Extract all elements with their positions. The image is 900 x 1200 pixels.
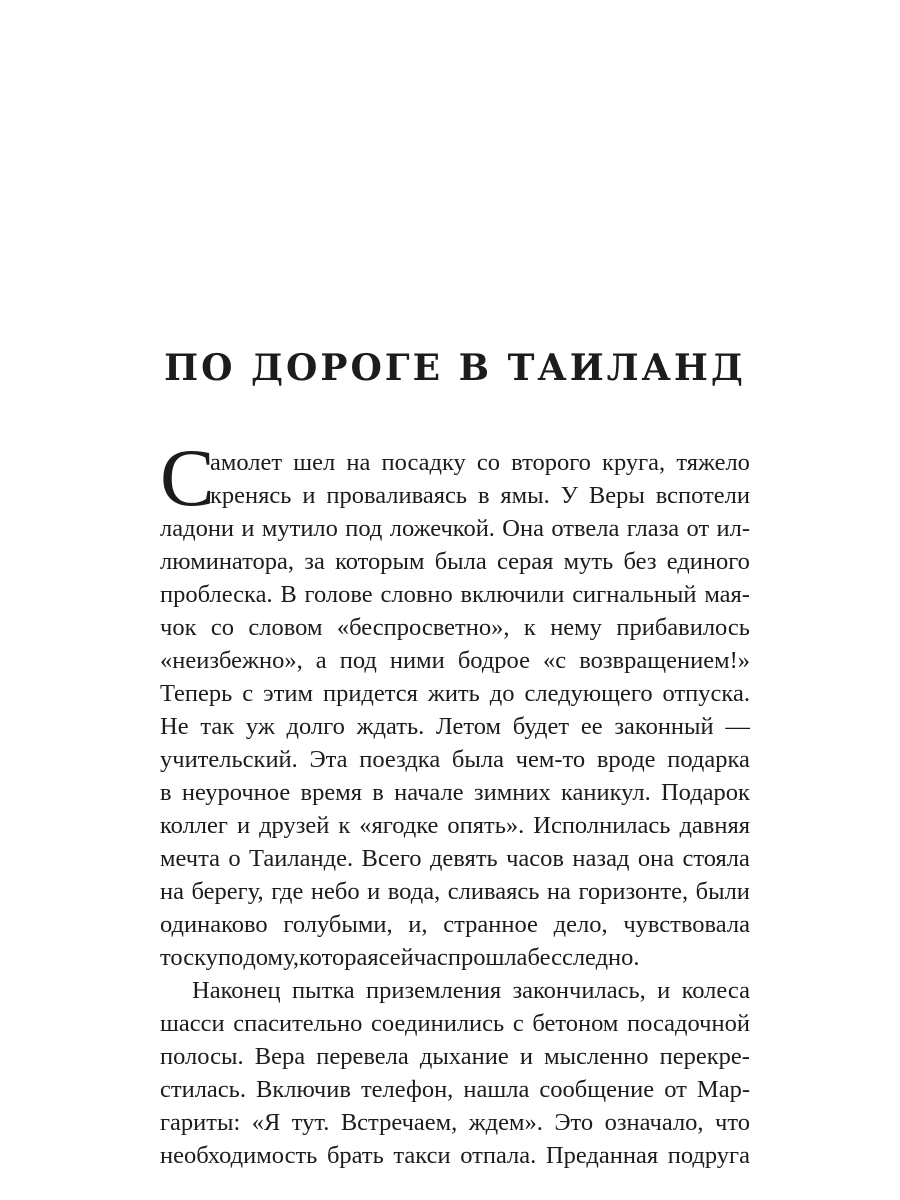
- word: В: [280, 581, 297, 608]
- word: и: [302, 482, 316, 509]
- word: вроде: [596, 746, 656, 773]
- word: чок: [160, 614, 197, 641]
- word: так: [200, 713, 235, 740]
- word: девять: [429, 845, 498, 872]
- word: берегу,: [191, 878, 264, 905]
- word: спасительно: [233, 1010, 363, 1037]
- word: Она: [502, 515, 544, 542]
- word: перекре-: [659, 1043, 750, 1070]
- word: подруга: [667, 1142, 750, 1169]
- text-line: [160, 974, 750, 1007]
- text-line: [160, 908, 750, 941]
- word: Встречаем,: [340, 1109, 458, 1136]
- word: которая: [299, 944, 379, 971]
- word: и: [241, 515, 255, 542]
- word: уж: [245, 713, 275, 740]
- word: следующего: [524, 680, 653, 707]
- text-line: [160, 1007, 750, 1040]
- word: шел: [293, 449, 336, 476]
- word: в: [477, 482, 490, 509]
- word: чем-то: [515, 746, 586, 773]
- text-line: [160, 545, 750, 578]
- word: сливаясь: [447, 878, 540, 905]
- text-line: [160, 611, 750, 644]
- text-line: [160, 446, 750, 479]
- word: и: [236, 812, 251, 839]
- word: долго: [286, 713, 345, 740]
- word: Наконец: [192, 977, 281, 1004]
- word: придется: [322, 680, 418, 707]
- word: отвела: [551, 515, 620, 542]
- word: была: [451, 746, 504, 773]
- text-line: [160, 644, 750, 677]
- word: ждем».: [468, 1109, 543, 1136]
- word: отпуска.: [662, 680, 750, 707]
- text-line: [160, 809, 750, 842]
- word: телефон,: [360, 1076, 454, 1103]
- word: Мар-: [696, 1076, 750, 1103]
- word: она: [637, 845, 675, 872]
- word: Летом: [436, 713, 502, 740]
- word: давняя: [679, 812, 750, 839]
- word: возвращением!»: [579, 647, 750, 674]
- word: круга,: [602, 449, 666, 476]
- word: посадку: [381, 449, 466, 476]
- word: за: [304, 548, 325, 575]
- word: Преданная: [545, 1142, 659, 1169]
- word: время: [300, 779, 362, 806]
- word: перевела: [316, 1043, 409, 1070]
- word: о: [228, 845, 241, 872]
- word: Таиланде.: [249, 845, 354, 872]
- word: пытка: [291, 977, 355, 1004]
- word: и,: [408, 911, 428, 938]
- word: от: [686, 515, 710, 542]
- word: одинаково: [160, 911, 268, 938]
- word: и: [657, 977, 671, 1004]
- word: тяжело: [676, 449, 750, 476]
- text-line: [160, 776, 750, 809]
- word: под: [339, 647, 377, 674]
- word: Веры: [588, 482, 645, 509]
- word: с: [242, 680, 254, 707]
- word: были: [695, 878, 750, 905]
- word: странное: [443, 911, 538, 938]
- word: гариты:: [160, 1109, 241, 1136]
- word: стилась.: [160, 1076, 246, 1103]
- word: закончилась,: [512, 977, 646, 1004]
- word: мысленно: [544, 1043, 649, 1070]
- word: нашла: [463, 1076, 530, 1103]
- word: начале: [394, 779, 464, 806]
- word: голубыми,: [283, 911, 393, 938]
- word: «беспросветно»,: [336, 614, 510, 641]
- text-line: [160, 512, 750, 545]
- word: проблеска.: [160, 581, 273, 608]
- word: опять».: [447, 812, 525, 839]
- word: где: [271, 878, 304, 905]
- chapter-title: ПО ДОРОГЕ В ТАИЛАНД: [164, 347, 746, 389]
- word: дыхание: [419, 1043, 509, 1070]
- word: на: [546, 878, 571, 905]
- word: зимних: [473, 779, 551, 806]
- word: «ягодке: [359, 812, 439, 839]
- word: Эта: [309, 746, 348, 773]
- word: к: [523, 614, 536, 641]
- word: небо: [310, 878, 360, 905]
- text-line: [160, 578, 750, 611]
- word: соединились: [371, 1010, 505, 1037]
- word: на: [346, 449, 371, 476]
- word: бодрое: [457, 647, 530, 674]
- word: «неизбежно»,: [160, 647, 303, 674]
- word: муть: [563, 548, 614, 575]
- word: такси: [393, 1142, 451, 1169]
- word: ее: [580, 713, 603, 740]
- word: «с: [543, 647, 567, 674]
- word: Всего: [361, 845, 422, 872]
- word: часов: [506, 845, 564, 872]
- word: единого: [666, 548, 750, 575]
- word: ложечкой.: [389, 515, 495, 542]
- word: У: [560, 482, 578, 509]
- word: словно: [380, 581, 453, 608]
- word: прибавилось: [616, 614, 750, 641]
- word: стояла: [682, 845, 750, 872]
- word: полосы.: [160, 1043, 244, 1070]
- word: вспотели: [655, 482, 750, 509]
- word: второго: [511, 449, 591, 476]
- word: шасси: [160, 1010, 225, 1037]
- word: проваливаясь: [326, 482, 468, 509]
- word: голове: [304, 581, 373, 608]
- drop-cap: С: [160, 432, 215, 523]
- word: Теперь: [160, 680, 233, 707]
- word: коллег: [160, 812, 228, 839]
- word: ямы.: [500, 482, 550, 509]
- word: дому,: [243, 944, 299, 971]
- word: мая-: [704, 581, 750, 608]
- word: нему: [550, 614, 602, 641]
- word: ждать.: [356, 713, 425, 740]
- word: жить: [427, 680, 480, 707]
- word: без: [623, 548, 657, 575]
- word: мечта: [160, 845, 220, 872]
- word: Включив: [256, 1076, 351, 1103]
- word: вода,: [387, 878, 441, 905]
- text-line: [160, 1139, 750, 1172]
- word: необходимость: [160, 1142, 318, 1169]
- word: тут.: [291, 1109, 330, 1136]
- word: бесследно.: [527, 944, 640, 971]
- word: горизонте,: [578, 878, 689, 905]
- word: сейчас: [378, 944, 448, 971]
- text-line: [160, 941, 750, 974]
- word: по: [217, 944, 244, 971]
- word: колеса: [681, 977, 750, 1004]
- text-line: [160, 1040, 750, 1073]
- word: словом: [248, 614, 323, 641]
- word: «Я: [251, 1109, 281, 1136]
- word: со: [476, 449, 501, 476]
- text-line: [160, 677, 750, 710]
- word: Вера: [254, 1043, 306, 1070]
- word: отпала.: [460, 1142, 537, 1169]
- word: подарка: [667, 746, 750, 773]
- word: —: [725, 713, 750, 740]
- word: под: [345, 515, 383, 542]
- text-line: [160, 842, 750, 875]
- word: амолет: [210, 449, 283, 476]
- text-line: [160, 875, 750, 908]
- text-line: [160, 743, 750, 776]
- word: этим: [263, 680, 313, 707]
- word: с: [512, 1010, 524, 1037]
- text-line: [160, 479, 750, 512]
- word: бетоном: [532, 1010, 619, 1037]
- word: и: [367, 878, 381, 905]
- word: ил-: [716, 515, 750, 542]
- word: Не: [160, 713, 189, 740]
- word: каникул.: [560, 779, 651, 806]
- text-line: [160, 1073, 750, 1106]
- word: что: [715, 1109, 750, 1136]
- word: Подарок: [660, 779, 750, 806]
- word: означало,: [604, 1109, 704, 1136]
- word: Исполнилась: [533, 812, 671, 839]
- word: законный: [614, 713, 714, 740]
- word: включили: [460, 581, 565, 608]
- word: будет: [512, 713, 570, 740]
- word: прошла: [447, 944, 528, 971]
- word: которым: [335, 548, 425, 575]
- word: приземления: [365, 977, 502, 1004]
- word: к: [338, 812, 351, 839]
- word: назад: [572, 845, 630, 872]
- word: неурочное: [181, 779, 291, 806]
- word: кренясь: [210, 482, 292, 509]
- word: дело,: [553, 911, 608, 938]
- word: мутило: [261, 515, 338, 542]
- word: посадочной: [627, 1010, 750, 1037]
- word: ладони: [160, 515, 235, 542]
- text-line: [160, 710, 750, 743]
- word: до: [489, 680, 515, 707]
- word: сигнальный: [572, 581, 697, 608]
- word: ними: [389, 647, 445, 674]
- word: со: [210, 614, 235, 641]
- word: и: [519, 1043, 533, 1070]
- word: на: [160, 878, 184, 905]
- word: была: [434, 548, 487, 575]
- word: поездка: [359, 746, 441, 773]
- word: глаза: [626, 515, 680, 542]
- word: от: [664, 1076, 687, 1103]
- text-line: [160, 1106, 750, 1139]
- word: брать: [326, 1142, 384, 1169]
- word: учительский.: [160, 746, 298, 773]
- word: тоску: [160, 944, 218, 971]
- chapter-body: [160, 432, 750, 1172]
- word: люминатора,: [160, 548, 295, 575]
- word: а: [315, 647, 327, 674]
- word: в: [160, 779, 172, 806]
- word: в: [372, 779, 384, 806]
- word: друзей: [259, 812, 330, 839]
- word: серая: [496, 548, 554, 575]
- word: чувствовала: [623, 911, 750, 938]
- word: сообщение: [539, 1076, 655, 1103]
- word: Это: [554, 1109, 594, 1136]
